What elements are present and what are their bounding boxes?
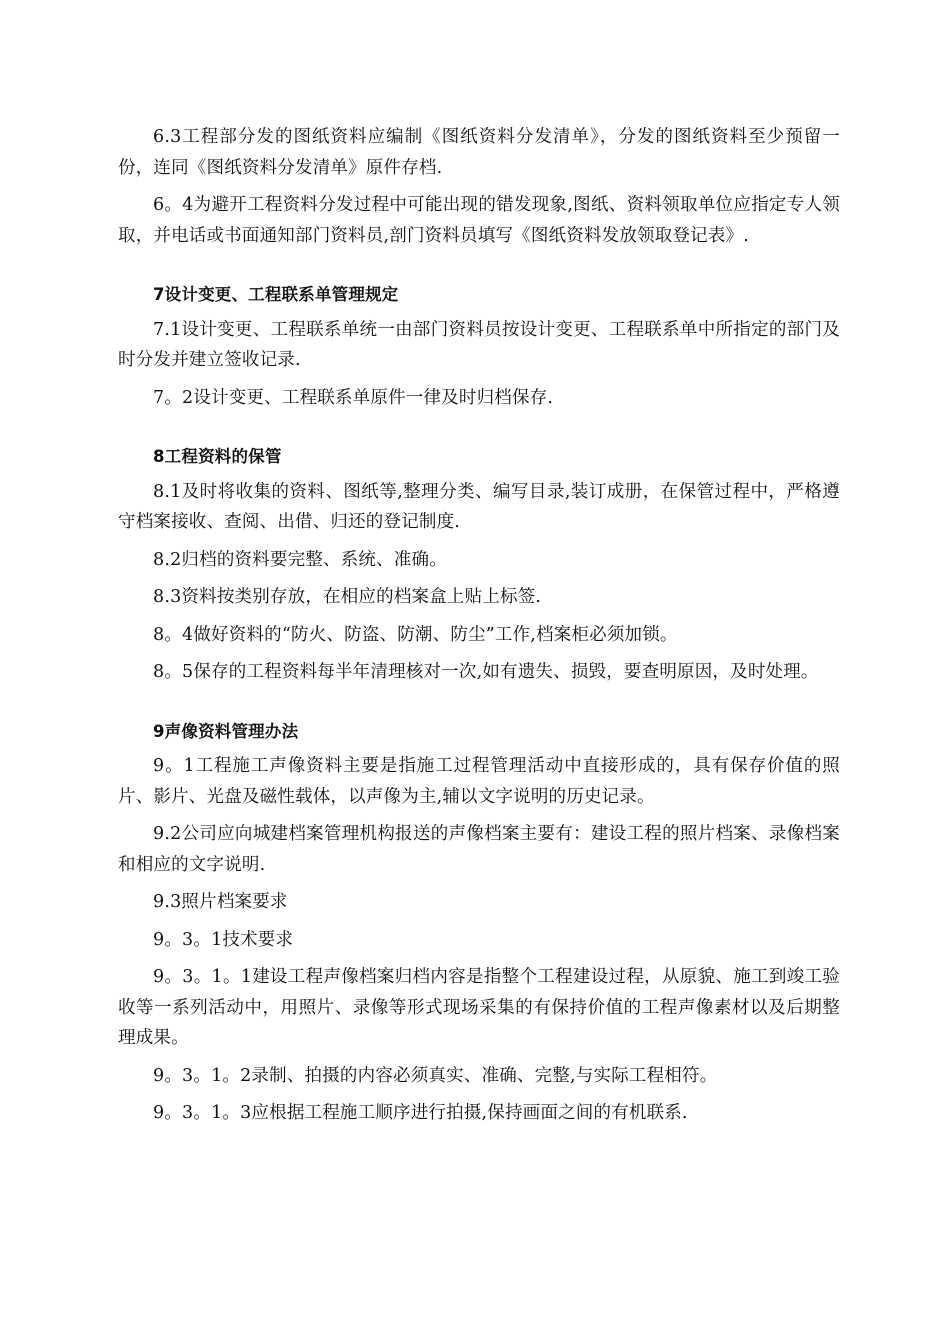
paragraph-8-5: 8。5保存的工程资料每半年清理核对一次,如有遗失、损毁，要查明原因，及时处理。 <box>153 662 819 682</box>
paragraph-9-2: 9.2公司应向城建档案管理机构报送的声像档案主要有：建设工程的照片档案、录像档案和相应的文字说明. <box>118 824 840 875</box>
paragraph-8-2: 8.2归档的资料要完整、系统、准确。 <box>153 549 447 570</box>
section-heading-9: 9声像资料管理办法 <box>153 721 299 741</box>
paragraph-7-1: 7.1设计变更、工程联系单统一由部门资料员按设计变更、工程联系单中所指定的部门及时分发并建立签收记录. <box>118 319 840 370</box>
paragraph-9-1: 9。1工程施工声像资料主要是指施工过程管理活动中直接形成的，具有保存价值的照片、影片、光盘及磁性载体，以声像为主,辅以文字说明的历史记录。 <box>118 756 840 807</box>
paragraph-9-3-1-2: 9。3。1。2录制、拍摄的内容必须真实、准确、完整,与实际工程相符。 <box>153 1065 718 1086</box>
paragraph-8-1: 8.1及时将收集的资料、图纸等,整理分类、编写目录,装订成册，在保管过程中，严格遵守档案接收、查阅、出借、归还的登记制度. <box>118 481 840 532</box>
paragraph-9-3-1-1: 9。3。1。1建设工程声像档案归档内容是指整个工程建设过程，从原貌、施工到竣工验收等一系列活动中，用照片、录像等形式现场采集的有保持价值的工程声像素材以及后期整理成果。 <box>118 967 840 1048</box>
section-heading-7: 7设计变更、工程联系单管理规定 <box>153 285 399 304</box>
paragraph-6-4: 6。4为避开工程资料分发过程中可能出现的错发现象,图纸、资料领取单位应指定专人领取，并电话或书面通知部门资料员,剖门资料员填写《图纸资料发放领取登记表》. <box>118 195 840 246</box>
paragraph-8-3: 8.3资料按类别存放，在相应的档案盒上贴上标签. <box>153 587 542 607</box>
paragraph-8-4: 8。4做好资料的“防火、防盗、防潮、防尘”工作,档案柜必须加锁。 <box>153 624 678 645</box>
paragraph-9-3-1: 9。3。1技术要求 <box>153 929 294 950</box>
document-body <box>118 122 840 1129</box>
paragraph-6-3: 6.3工程部分发的图纸资料应编制《图纸资料分发清单》，分发的图纸资料至少预留一份，连同《图纸资料分发清单》原件存档. <box>118 127 840 178</box>
paragraph-9-3: 9.3照片档案要求 <box>153 892 288 912</box>
section-heading-8: 8工程资料的保管 <box>153 447 282 466</box>
paragraph-7-2: 7。2设计变更、工程联系单原件一律及时归档保存. <box>153 387 554 408</box>
paragraph-9-3-1-3: 9。3。1。3应根据工程施工顺序进行拍摄,保持画面之间的有机联系. <box>153 1103 688 1123</box>
